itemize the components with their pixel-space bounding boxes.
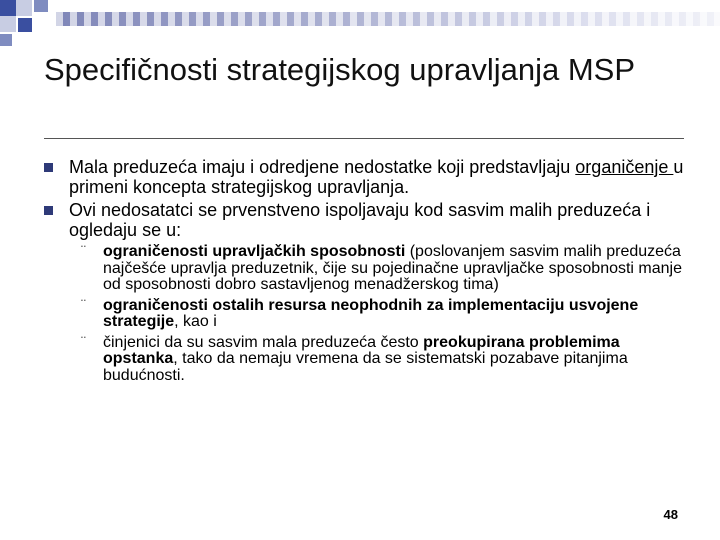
header-checker-bar — [56, 12, 720, 26]
hollow-square-bullet-icon: ¨ — [81, 296, 86, 314]
square-bullet-icon — [44, 163, 53, 172]
sub-bullet-1-text: (poslovanjem sasvim malih preduzeća najčešće upravlja preduzetnik, čije su pojedinačne upravljačke sposobnosti manje od sposobnosti dobro sastavljenog menadžerskog tima) — [103, 243, 683, 293]
sub-bullet-item-1 — [81, 243, 684, 294]
sub-bullet-list — [81, 243, 684, 384]
corner-square-mid — [34, 0, 48, 12]
corner-square-mid-2 — [0, 34, 12, 46]
title-divider — [44, 138, 684, 139]
corner-square-dark — [0, 0, 16, 16]
hollow-square-bullet-icon: ¨ — [81, 243, 86, 260]
corner-square-light-2 — [0, 16, 16, 32]
sub-bullet-3-bold: preokupirana problemima opstanka — [103, 333, 620, 367]
bullet-1-text: Mala preduzeća imaju i odredjene nedostatke koji predstavljaju — [69, 157, 576, 177]
sub-bullet-item-3 — [81, 333, 684, 385]
bullet-1-underlined: organičenje — [575, 157, 674, 177]
bullet-2-text: Ovi nedosatatci se prvenstveno ispoljavaju kod sasvim malih preduzeća i ogledaju se u: — [69, 200, 651, 240]
square-bullet-icon — [44, 206, 53, 215]
hollow-square-bullet-icon: ¨ — [81, 333, 86, 351]
sub-bullet-2-text: , kao i — [174, 313, 217, 330]
sub-bullet-2-bold: ograničenosti ostalih resursa neophodnih za implementaciju usvojene strategije — [103, 296, 639, 330]
corner-square-light — [16, 0, 32, 16]
bullet-item-2 — [44, 200, 684, 240]
sub-bullet-3-text: , tako da nemaju vremena da se sistematski pozabave pitanjima budućnosti. — [103, 350, 628, 384]
bullet-item-1 — [44, 157, 684, 197]
slide-title: Specifičnosti strategijskog upravljanja MSP — [44, 52, 635, 87]
sub-bullet-3-pre: činjenici da su sasvim mala preduzeća često — [103, 333, 424, 351]
sub-bullet-item-2 — [81, 296, 684, 331]
bullet-list — [44, 157, 684, 388]
sub-bullet-1-bold: ograničenosti upravljačkih sposobnosti — [103, 243, 406, 260]
corner-square-dark-2 — [18, 18, 32, 32]
bullet-1-text-end: u primeni koncepta strategijskog upravljanja. — [69, 157, 684, 197]
page-number: 48 — [663, 507, 678, 522]
